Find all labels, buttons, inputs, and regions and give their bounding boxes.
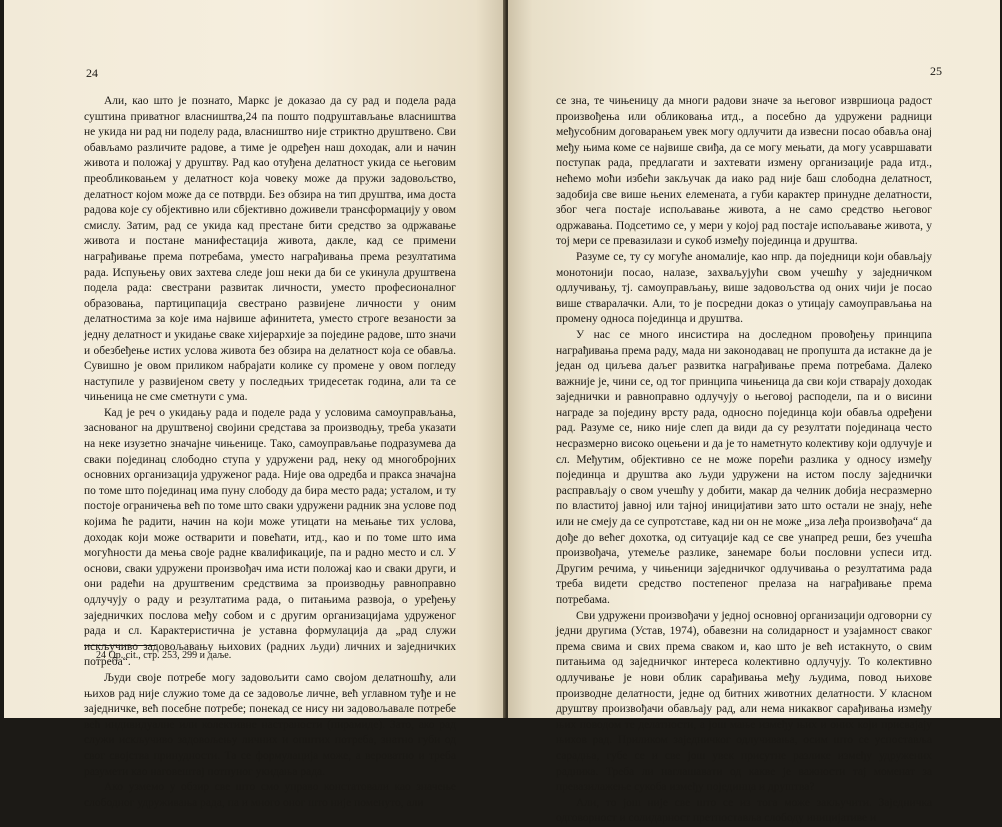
paragraph: Разуме се, ту су могуће аномалије, као нпр. да поједници који обављају монотонији посао, налазе, захваљујући свом учешћу у заједничком одлучивању, тј. самоуправљању, више задовољства од оних чији је посао више стваралачки. Али, то је посредни доказ о утицају самоуправљања на промену односа појединца и друштва. — [556, 250, 932, 326]
paragraph: У нас се много инсистира на доследном провођењу принципа награђивања према раду, мада ни законодавац не пропушта да истакне да је један од циљева даљег развитка награђивање према потребама. Далеко важније је, чини се, од тог принципа чињеница да сви који стварају доходак заједнички и равноправно одлучују о његовој расподели, па и о висини награде за поједину врсту рада, односно појединца који обавља одређени рад. Разуме се, нико није слеп да види да су резултати појединаца често несразмерно високо оцењени и да је то наметнуто колективу који одлучује и сл. Међутим, објективно се не може порећи разлика у односу између појединца и друштва ако људи удружени на истом послу заједнички расправљају о свом учешћу у добити, макар да челник добија несразмерно по властитој јавној или тајној иницијативи зато што остали не знају, неће или не смеју да се супротставе, кад ни он не може „иза леђа произвођача“ да дође до већег дохотка, од ситуације кад се све унапред реши, без учешћа произвођача, утемеље разлике, занемаре бољи пословни успеси итд. Другим речима, у чињеници заједничког одлучивања о резултатима рада треба видети средство постепеног прелаза на награђивање према потребама. — [556, 328, 932, 606]
footnote-rule — [84, 645, 156, 646]
paragraph: Али, то још није све што се из тога може закључити. Заједничка одговорност и солидарност претпоставља слободу иницијативе и — [556, 796, 932, 825]
page-body-text — [556, 94, 932, 827]
page-body-text — [84, 94, 456, 811]
footnote: 24 Op. cit., стр. 253, 299 и даље. — [96, 650, 232, 661]
paragraph: Сви удружени произвођачи у једној основној организацији одговорни су једни другима (Устав, 1974), обавезни на солидарност и узајамност сваког према свима и свих према сваком и, као што је већ истакнуто, о свим питањима од заједничког интереса колективно одлучују. То колективно одлучивање је нови облик сарађивања међу људима, повод њихове производне делатности, једне од битних животних делатности. У класном друштву произвођачи обављају рад, али нема никаквог сарађивања између њих поводом те делатности, а још мање између њих и оних који присвајају њихов рад. Приликом заједничког одлучивања, осим што се успоставља сарадња, губе се и све још увек присутне разлике између удружених радника. Треба ли наглашавати од какве је важности тај моменат за превазилажење сукоба између појединца и друштва? — [556, 609, 932, 794]
paragraph: Људи своје потребе могу задовољити само својом делатношћу, али њихов рад није служио томе да се задовоље личне, већ углавном туђе и не заједничке, већ посебне потребе; понекад се нису ни задовољавале потребе већ индивидуалне или колективне настраности (пирамиде). Зато, ако рад служи искључиво задовољењу личних и општих потреба, знатно губи од свог својства принудности. Та се формулација може, а вероватно и треба разумети као наговештај потпуног укидања рада. — [84, 671, 456, 778]
page-number: 25 — [930, 64, 942, 78]
paragraph: Ако узмемо у обзир све што смо управо констатовали као значење слободног удруживања рада, па и много оног што није поменуто, али — [84, 781, 456, 809]
page-number: 24 — [86, 66, 98, 80]
left-page — [4, 0, 506, 809]
paragraph: Кад је реч о укидању рада и поделе рада у условима самоуправљања, заснованог на друштвеној својини средстава за производњу, треба указати на неке изузетно значајне чињенице. Тако, самоуправљање подразумева да сваки појединац слободно ступа у удружени рад, неку од многобројних основних организација удруженог рада. Није ова одредба и пракса значајна по томе што појединац има пуну слободу да бира место рада; усталом, и ту постоје ограничења већ по томе што сваки удружени радник зна услове под којима ће радити, начин на који може утицати на мењање тих услова, доходак који може остварити и повећати, итд., као и по томе што има могућности да мења своје радне квалификације, па и радно место и сл. У основи, сваки удружени произвођач има исти положај као и сваки други, и они радећи на друштвеним средствима за производњу равноправно одлучују о раду и резултатима рада, о питањима развоја, о уређењу заједничких послова међу собом и с другим организацијама удруженог рада и сл. Карактеристична је уставна формулација да „рад служи искључиво задовољавању њихових (радних људи) личних и заједничких потреба“. — [84, 406, 456, 669]
paragraph: Али, као што је познато, Маркс је доказао да су рад и подела рада суштина приватног власништва,24 па пошто подруштављање власништва не укида ни рад ни поделу рада, власништво није стриктно друштвено. Сви обављамо различите радове, а тиме је одређен наш доходак, али и начин живота и положај у друштву. Рад као отуђена делатност укида се његовим преобликовањем у делатност која човеку може да пружи задовољство, делатност којом може да се потврди. Без обзира на тип друштва, има доста радова које су објективно или сбјективно доживели трансформацију у овом смислу. Затим, рад се укида кад престане бити средство за одржавање живота и постане манифестација живота, дакле, кад се примени награђивање према потребама, уместо награђивања према резултатима рада. Испуњењу ових захтева следе још неки да би се укинула друштвена подела рада: свестрани развитак личности, уместо професионалног образовања, партиципација свестрано развијене личности у оним делатностима за које има највише афинитета, уместо строге везаности за једну делатност и укидање сваке хијерархије за поједине радове, што значи и обезбеђење истих услова живота без обзира на делатност која се обавља. Сувишно је овом приликом набрајати колике су промене у овом погледу наступиле у развијеном свету у последњих тридесетак година, али та се чињеница не сме сметнути с ума. — [84, 95, 456, 404]
right-page — [508, 0, 1000, 825]
paragraph: се зна, те чињеницу да многи радови значе за његовог извршиоца радост произвођења или обликовања итд., а посебно да удружени радници међусобним договарањем увек могу одлучити да извесни посао обавља онај међу њима коме се највише свиђа, да се могу мењати, да могу усавршавати поступак рада, предлагати и захтевати измену организације рада итд., нећемо моћи избећи закључак да иако рад није баш слободна делатност, задобија све више њених елемената, а губи карактер принудне делатности, због чега постаје испољавање живота, а не само средство његовог одржавања. Подсетимо се, у мери у којој рад постаје испољавање живота, у тој мери се превазилази и сукоб између појединца и друштва. — [556, 95, 932, 248]
